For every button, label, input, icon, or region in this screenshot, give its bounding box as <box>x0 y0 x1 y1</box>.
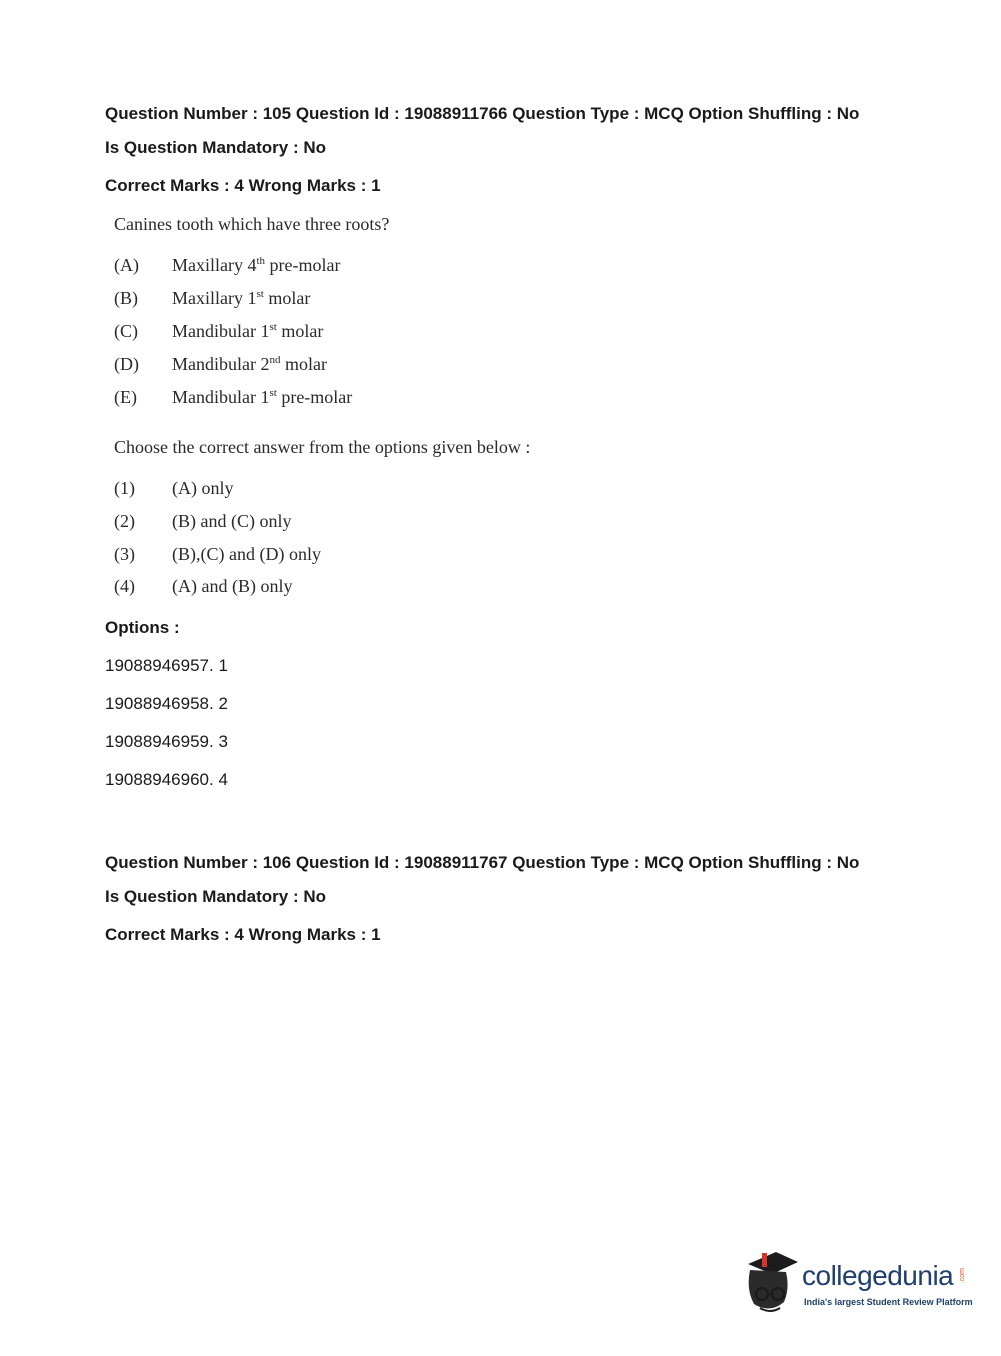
q106-marks: Correct Marks : 4 Wrong Marks : 1 <box>105 925 381 944</box>
question-text: Canines tooth which have three roots? <box>114 214 390 234</box>
collegedunia-logo <box>740 1250 973 1320</box>
option-1: 19088946957. 1 <box>105 656 228 675</box>
answer-choice-4: (4) (A) and (B) only <box>114 576 293 596</box>
logo-dotcom: .com <box>959 1268 966 1284</box>
option-3: 19088946959. 3 <box>105 732 228 751</box>
statement-e: (E) Mandibular 1st pre-molar <box>114 387 353 407</box>
answer-choice-3: (3) (B),(C) and (D) only <box>114 544 321 564</box>
q105-mandatory: Is Question Mandatory : No <box>105 138 327 157</box>
statement-a: (A) Maxillary 4th pre-molar <box>114 255 341 275</box>
logo-brand: collegedunia <box>802 1260 954 1291</box>
mascot-icon <box>740 1250 802 1320</box>
statement-c: (C) Mandibular 1st molar <box>114 321 324 341</box>
option-2: 19088946958. 2 <box>105 694 228 713</box>
q106-mandatory: Is Question Mandatory : No <box>105 887 327 906</box>
answer-choice-1: (1) (A) only <box>114 478 234 498</box>
option-4: 19088946960. 4 <box>105 770 228 789</box>
choose-instruction: Choose the correct answer from the options given below : <box>114 437 531 457</box>
q106-header: Question Number : 106 Question Id : 19088911767 Question Type : MCQ Option Shuffling : No <box>105 853 860 872</box>
logo-tagline: India's largest Student Review Platform <box>804 1297 973 1307</box>
q105-header: Question Number : 105 Question Id : 19088911766 Question Type : MCQ Option Shuffling : No <box>105 104 860 123</box>
answer-choice-2: (2) (B) and (C) only <box>114 511 292 531</box>
options-label: Options : <box>105 618 180 637</box>
statement-d: (D) Mandibular 2nd molar <box>114 354 327 374</box>
statement-b: (B) Maxillary 1st molar <box>114 288 311 308</box>
q105-marks: Correct Marks : 4 Wrong Marks : 1 <box>105 176 381 195</box>
